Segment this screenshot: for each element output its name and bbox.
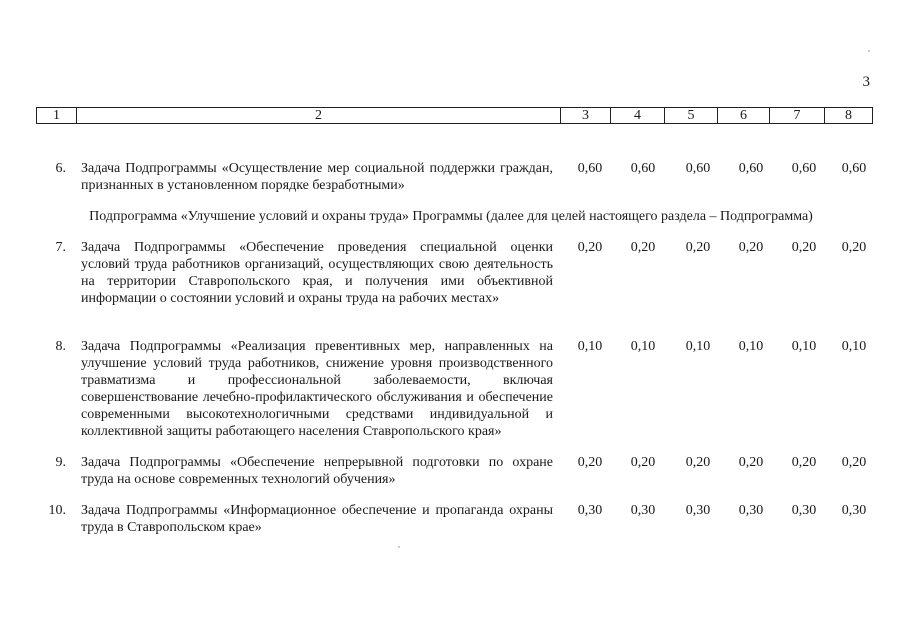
row-value: 0,20 <box>577 240 603 255</box>
column-header-1: 1 <box>37 108 77 124</box>
row-task-text: Задача Подпрограммы «Реализация превентивных мер, направленных на улучшение условий труда работников, снижение уровня производственного травматизма и профессиональной заболеваемости, включая совершенствование лечебно-профилактического обслуживания и обеспечение современными высокотехнологичными средствами индивидуальной и коллективной защиты работающего населения Ставропольского края» <box>81 339 553 439</box>
column-header-2: 2 <box>77 108 561 124</box>
row-value: 0,20 <box>577 455 603 470</box>
row-task-text: Задача Подпрограммы «Обеспечение непрерывной подготовки по охране труда на основе современных технологий обучения» <box>81 455 553 487</box>
column-header-table <box>36 107 873 124</box>
row-value: 0,10 <box>685 339 711 354</box>
row-value: 0,10 <box>630 339 656 354</box>
row-value: 0,10 <box>791 339 817 354</box>
row-value: 0,20 <box>791 455 817 470</box>
subprogram-heading: Подпрограмма «Улучшение условий и охраны труда» Программы (далее для целей настоящего раздела – Подпрограмма) <box>89 209 813 224</box>
row-value: 0,20 <box>685 455 711 470</box>
row-value: 0,30 <box>685 503 711 518</box>
row-value: 0,20 <box>841 455 867 470</box>
row-task-text: Задача Подпрограммы «Информационное обеспечение и пропаганда охраны труда в Ставропольском крае» <box>81 503 553 535</box>
row-number: 8. <box>55 339 66 354</box>
row-value: 0,30 <box>630 503 656 518</box>
scan-speck <box>398 546 400 548</box>
row-value: 0,10 <box>841 339 867 354</box>
row-value: 0,20 <box>791 240 817 255</box>
row-value: 0,10 <box>577 339 603 354</box>
page-number: 3 <box>862 74 870 90</box>
scan-speck <box>868 50 870 52</box>
column-header-6: 6 <box>718 108 770 124</box>
row-value: 0,20 <box>630 240 656 255</box>
row-value: 0,60 <box>791 161 817 176</box>
row-value: 0,20 <box>630 455 656 470</box>
row-number: 10. <box>48 503 66 518</box>
row-value: 0,10 <box>738 339 764 354</box>
row-number: 9. <box>55 455 66 470</box>
row-value: 0,30 <box>577 503 603 518</box>
row-number: 6. <box>55 161 66 176</box>
row-value: 0,20 <box>841 240 867 255</box>
column-header-3: 3 <box>561 108 611 124</box>
column-header-row <box>37 108 873 124</box>
row-value: 0,30 <box>841 503 867 518</box>
row-value: 0,20 <box>738 240 764 255</box>
column-header-7: 7 <box>770 108 825 124</box>
row-value: 0,60 <box>685 161 711 176</box>
row-number: 7. <box>55 240 66 255</box>
row-value: 0,20 <box>738 455 764 470</box>
column-header-5: 5 <box>665 108 718 124</box>
row-task-text: Задача Подпрограммы «Осуществление мер социальной поддержки граждан, признанных в установленном порядке безработными» <box>81 161 553 193</box>
row-value: 0,30 <box>791 503 817 518</box>
row-value: 0,20 <box>685 240 711 255</box>
column-header-8: 8 <box>825 108 873 124</box>
row-value: 0,60 <box>577 161 603 176</box>
row-value: 0,60 <box>738 161 764 176</box>
row-task-text: Задача Подпрограммы «Обеспечение проведения специальной оценки условий труда работников организаций, осуществляющих свою деятельность на территории Ставропольского края, и получения ими объективной информации о состоянии условий и охраны труда на рабочих местах» <box>81 240 553 306</box>
column-header-4: 4 <box>611 108 665 124</box>
row-value: 0,60 <box>841 161 867 176</box>
row-value: 0,30 <box>738 503 764 518</box>
row-value: 0,60 <box>630 161 656 176</box>
